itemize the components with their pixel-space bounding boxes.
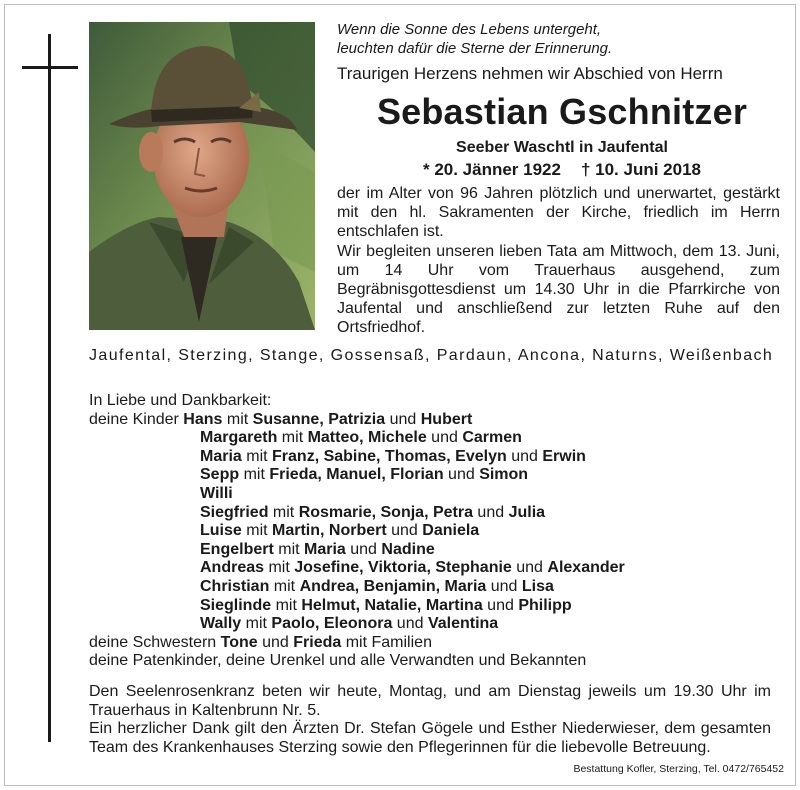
family-name: Josefine, Viktoria, Stephanie <box>294 559 512 577</box>
child-row <box>89 578 789 597</box>
connector-text: und <box>511 559 548 577</box>
family-name: Helmut, Natalie, Martina <box>301 596 483 614</box>
connector-text: mit Familien <box>341 633 432 651</box>
portrait-photo <box>89 22 315 330</box>
family-intro: In Liebe und Dankbarkeit: <box>89 392 272 409</box>
family-name: Siegfried <box>200 503 269 521</box>
child-row <box>89 522 789 541</box>
thanks-paragraph: Ein herzlicher Dank gilt den Ärzten Dr. Stefan Gögele und Esther Niederwieser, dem gesamten Team des Krankenhauses Sterzing sowie den Pflegerinnen für die liebevolle Betreuung. <box>89 720 771 756</box>
family-name: Hubert <box>420 410 473 428</box>
child-row <box>89 411 789 430</box>
family-name: Frieda, Manuel, Florian <box>269 466 444 484</box>
family-name: Luise <box>200 522 242 540</box>
connector-text: und <box>345 540 382 558</box>
body-paragraph-2: Wir begleiten unseren lieben Tata am Mittwoch, dem 13. Juni, um 14 Uhr vom Trauerhaus ausgehend, zum Begräbnisgottesdienst um 14.30 Uhr in die Pfarrkirche von Jaufental und anschließend zur letzten Ruhe auf den Ortsfriedhof. <box>337 243 780 336</box>
family-name: Sieglinde <box>200 596 272 614</box>
connector-text: mit <box>271 596 302 614</box>
family-name: Maria <box>304 540 346 558</box>
connector-text: mit <box>264 559 295 577</box>
child-row <box>89 448 789 467</box>
closing-section <box>89 683 771 757</box>
connector-text: mit <box>222 410 253 428</box>
children-label: deine Kinder <box>89 410 184 428</box>
connector-text: und <box>506 447 543 465</box>
rosary-paragraph: Den Seelenrosenkranz beten wir heute, Montag, und am Dienstag jeweils um 19.30 Uhr im Trauerhaus in Kaltenbrunn Nr. 5. <box>89 683 771 719</box>
connector-text: und <box>257 633 294 651</box>
connector-text: mit <box>241 615 272 633</box>
family-name: Franz, Sabine, Thomas, Evelyn <box>272 447 507 465</box>
death-date: † 10. Juni 2018 <box>580 160 701 179</box>
relatives-line: deine Patenkinder, deine Urenkel und alle Verwandten und Bekannten <box>89 652 587 670</box>
family-name: Maria <box>200 447 242 465</box>
family-name: Paolo, Eleonora <box>271 615 393 633</box>
connector-text: und <box>426 429 463 447</box>
family-name: Hans <box>183 410 223 428</box>
family-name: Martin, Norbert <box>272 522 387 540</box>
family-name: Erwin <box>542 447 586 465</box>
child-row <box>89 615 789 634</box>
family-name: Andreas <box>200 559 265 577</box>
quote-line-2: leuchten dafür die Sterne der Erinnerung. <box>337 40 613 57</box>
quote <box>337 20 787 58</box>
family-name: Lisa <box>521 577 554 595</box>
family-name: Frieda <box>293 633 342 651</box>
connector-text: mit <box>277 429 308 447</box>
family-name: Daniela <box>422 522 480 540</box>
life-dates <box>337 160 787 180</box>
connector-text: mit <box>241 522 273 540</box>
cross-icon <box>48 34 51 742</box>
connector-text: mit <box>273 540 305 558</box>
child-row <box>89 597 789 616</box>
family-name: Nadine <box>381 540 435 558</box>
connector-text: und <box>482 596 519 614</box>
family-section <box>89 392 789 671</box>
quote-line-1: Wenn die Sonne des Lebens untergeht, <box>337 21 602 38</box>
connector-text: mit <box>268 503 299 521</box>
family-name: Engelbert <box>200 540 274 558</box>
connector-text: mit <box>239 466 270 484</box>
child-row <box>89 559 789 578</box>
connector-text: und <box>385 410 421 428</box>
cross-icon-bar <box>22 66 78 69</box>
children-list <box>89 411 789 634</box>
connector-text: deine Schwestern <box>89 633 221 651</box>
child-row <box>89 429 789 448</box>
family-name: Carmen <box>462 429 522 447</box>
connector-text: mit <box>241 447 273 465</box>
connector-text: und <box>486 577 522 595</box>
family-name: Christian <box>200 577 270 595</box>
deceased-name: Sebastian Gschnitzer <box>376 91 748 132</box>
family-name: Alexander <box>547 559 625 577</box>
sisters-line <box>89 634 789 653</box>
family-name: Margareth <box>200 429 278 447</box>
birth-date: * 20. Jänner 1922 <box>422 160 561 179</box>
connector-text: und <box>472 503 509 521</box>
child-row <box>89 485 789 504</box>
connector-text: und <box>392 615 428 633</box>
child-row <box>89 504 789 523</box>
family-name: Sepp <box>200 466 240 484</box>
family-name: Willi <box>200 484 233 502</box>
family-name: Valentina <box>427 615 499 633</box>
family-name: Matteo, Michele <box>307 429 427 447</box>
connector-text: mit <box>269 577 300 595</box>
family-name: Andrea, Benjamin, Maria <box>299 577 487 595</box>
family-name: Rosmarie, Sonja, Petra <box>298 503 473 521</box>
family-name: Susanne, Patrizia <box>252 410 386 428</box>
connector-text: und <box>386 522 423 540</box>
family-name: Tone <box>220 633 258 651</box>
family-name: Wally <box>200 615 242 633</box>
family-name: Julia <box>508 503 546 521</box>
child-row <box>89 541 789 560</box>
family-name: Simon <box>479 466 529 484</box>
intro-text: Traurigen Herzens nehmen wir Abschied von Herrn <box>337 64 723 83</box>
family-name: Philipp <box>518 596 572 614</box>
places-list: Jaufental, Sterzing, Stange, Gossensaß, Pardaun, Ancona, Naturns, Weißenbach <box>89 347 774 364</box>
connector-text: und <box>443 466 480 484</box>
child-row <box>89 466 789 485</box>
nickname: Seeber Waschtl in Jaufental <box>456 139 668 156</box>
body-paragraph-1: der im Alter von 96 Jahren plötzlich und unerwartet, gestärkt mit den hl. Sakramenten der Kirche, friedlich im Herrn entschlafen ist. <box>337 185 780 240</box>
funeral-home-credit: Bestattung Kofler, Sterzing, Tel. 0472/765452 <box>573 763 784 775</box>
